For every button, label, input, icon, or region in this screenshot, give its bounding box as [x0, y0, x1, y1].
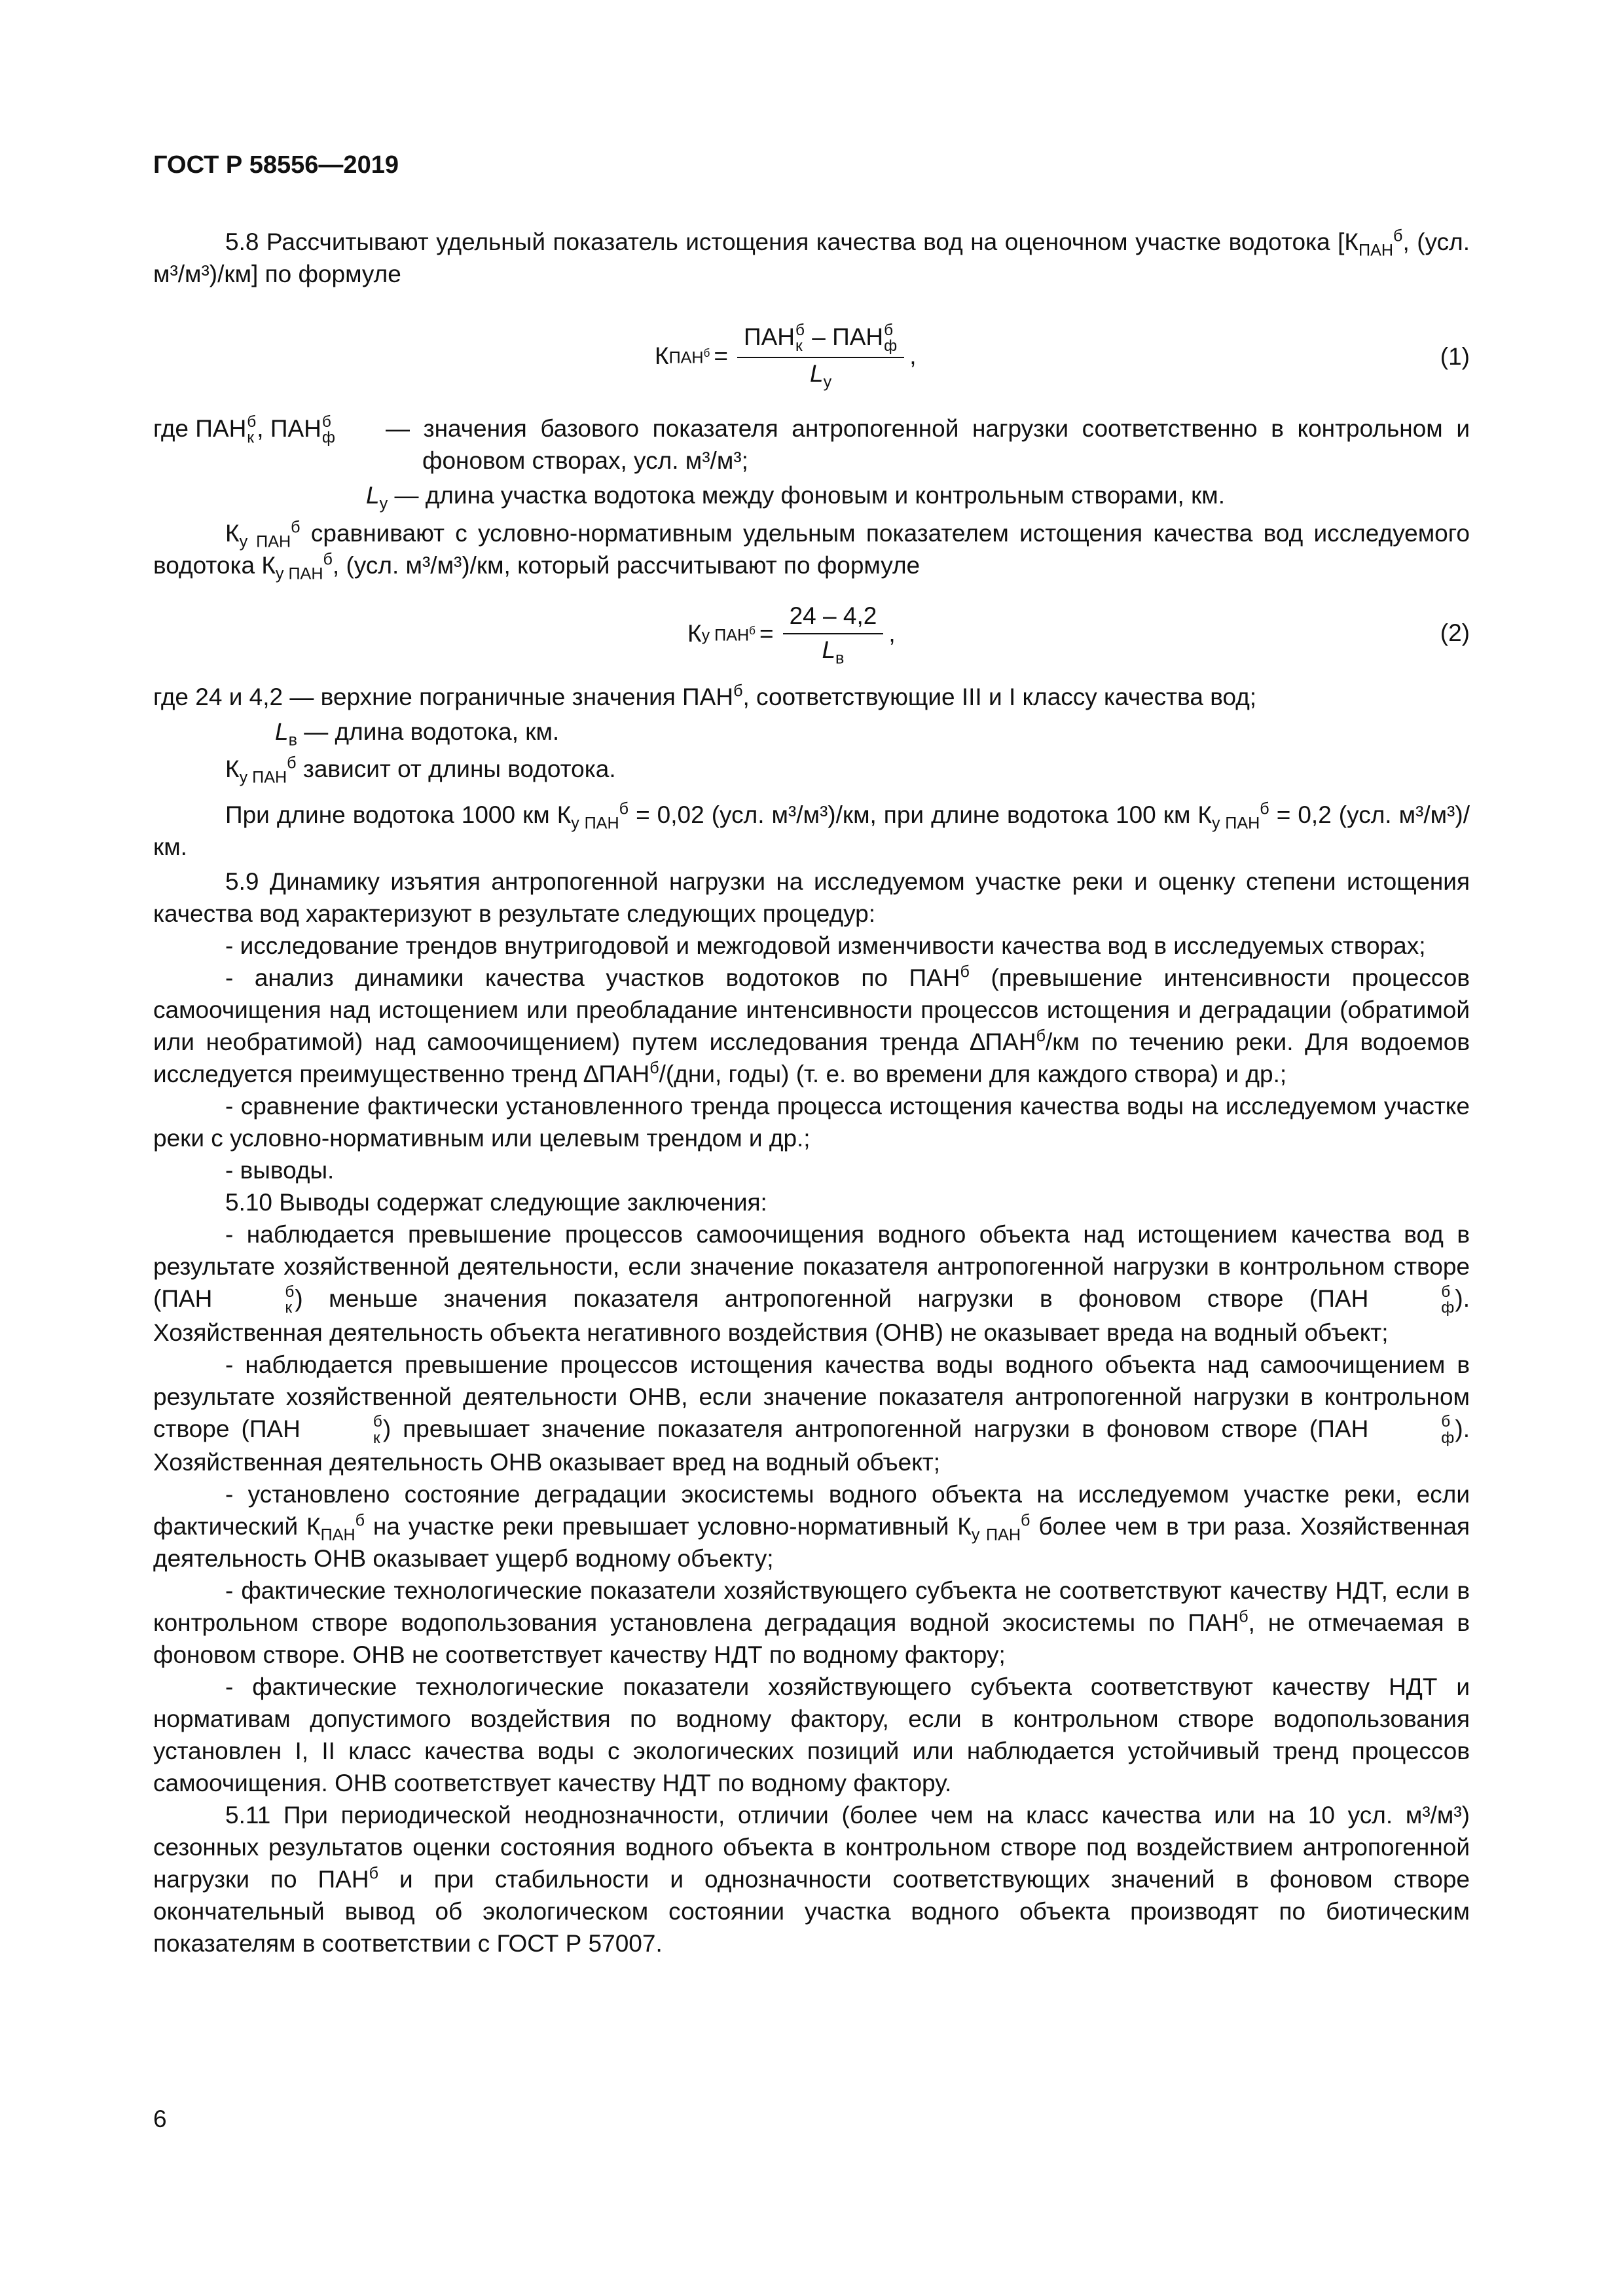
bullet-5-10-5: - фактические технологические показатели хозяйствующего субъекта соответствуют качеству НДТ и нормативам допустимого воздействия по водному фактору, если в контрольном створе водопользования установлен I, II класс качества воды с экологических позиций или наблюдается устойчивый тренд процессов самоочищения. ОНВ соответствует качеству НДТ по водному фактору. — [153, 1673, 1470, 1797]
bullet-5-10-4: - фактические технологические показатели хозяйствующего субъекта не соответствуют качеству НДТ, если в контрольном створе водопользования установлена деградация водной экосистемы по $ПАН^б$, не отмечаемая в фоновом створе. ОНВ не соответствует качеству НДТ по водному фактору; — [153, 1577, 1470, 1669]
paragraph-length: При длине водотока 1000 км $К_{у ПАН}^б = 0,02$ (усл. м³/м³)/км, при длине водотока 100 км $К_{у ПАН}^б = 0,2$ (усл. м³/м³)/км. — [153, 799, 1470, 860]
equation-number-2: (2) — [1440, 619, 1470, 646]
page-number: 6 — [153, 2105, 167, 2132]
bullet-5-9-3: - сравнение фактически установленного тренда процесса истощения качества воды на исследуемом участке реки с условно-нормативным или целевым трендом и др.; — [153, 1093, 1470, 1152]
paragraph-5-9: 5.9 Динамику изъятия антропогенной нагрузки на исследуемом участке реки и оценку степени истощения качества вод характеризуют в результате следующих процедур: — [153, 868, 1470, 927]
formula-2: К у $ПАН^б$ = $\frac{24 - 4,2}{L_в}$ , — [687, 602, 896, 668]
equation-number-1: (1) — [1440, 343, 1470, 370]
bullet-5-10-2: - наблюдается превышение процессов истощения качества воды водного объекта над самоочищением в результате хозяйственной деятельности ОНВ, если значение показателя антропогенной нагрузки в контрольном створе (ПАН б к ) превышает значение показателя антропогенной нагрузки в фоновом створе (ПАН б ф ). Хозяйственная деятельность ОНВ оказывает вред на водный объект; — [153, 1351, 1470, 1476]
page-header: ГОСТ Р 58556—2019 — [153, 151, 399, 179]
formula-2-fraction: $\frac{24 - 4,2}{L_в}$ — [783, 602, 884, 665]
paragraph-depends: $К_{у ПАН}^б$ зависит от длины водотока. — [225, 754, 616, 787]
bullet-5-10-3: - установлено состояние деградации экосистемы водного объекта на исследуемом участке реки, если фактический $К_{ПАН}^б$ на участке реки превышает условно-нормативный $К_{у ПАН}^б$ более чем в три раза. Хозяйственная деятельность ОНВ оказывает ущерб водному объекту; — [153, 1481, 1470, 1573]
paragraph-5-10: 5.10 Выводы содержат следующие заключения: — [225, 1189, 767, 1216]
bullet-5-9-4: - выводы. — [225, 1157, 335, 1184]
paragraph-5-11: 5.11 При периодической неоднозначности, отличии (более чем на класс качества или на 10 усл. м³/м³) сезонных результатов оценки состояния водного объекта в контрольном створе под воздействием антропогенной нагрузки по $ПАН^б$ и при стабильности и однозначности соответствующих значений в фоновом створе окончательный вывод об экологическом состоянии участка водного объекта производят по биотическим показателям в соответствии с ГОСТ Р 57007. — [153, 1802, 1470, 1958]
paragraph-5-8: 5.8 Рассчитывают удельный показатель истощения качества вод на оценочном участке водотока [$К_{ПАН}^б$, (усл. м³/м³)/км] по формуле — [153, 227, 1470, 287]
bullet-5-10-1: - наблюдается превышение процессов самоочищения водного объекта над истощением качества вод в результате хозяйственной деятельности, если значение показателя антропогенной нагрузки в контрольном створе (ПАН б к ) меньше значения показателя антропогенной нагрузки в фоновом створе (ПАН б ф ). Хозяйственная деятельность объекта негативного воздействия (ОНВ) не оказывает вреда на водный объект; — [153, 1221, 1470, 1346]
where-block-2: где 24 и 4,2 — верхние пограничные значения $ПАН^б$, соответствующие III и I классу качества вод; — [153, 682, 1257, 710]
main-text-flow — [153, 866, 1470, 1959]
where-block-3: $L_в$ — длина водотока, км. — [275, 718, 560, 750]
formula-1: К $ПАН^б$ = ПАН б к – ПАН б ф $L_у$ , — [655, 321, 917, 392]
formula-1-fraction: ПАН б к – ПАН б ф $L_у$ — [737, 323, 904, 389]
bullet-5-9-1: - исследование трендов внутригодовой и межгодовой изменчивости качества вод в исследуемых створах; — [225, 932, 1426, 959]
paragraph-compare: $К_{у ПАН}^б$ сравнивают с условно-нормативным удельным показателем истощения качества вод исследуемого водотока $К_{у ПАН}^б$, (усл. м³/м³)/км, который рассчитывают по формуле — [153, 518, 1470, 583]
bullet-5-9-2: - анализ динамики качества участков водотоков по $ПАН^б$ (превышение интенсивности процессов самоочищения над истощением или преобладание интенсивности процессов истощения и деградации (обратимой или необратимой) над самоочищением) путем исследования тренда $\Delta ПАН^б/км$ по течению реки. Для водоемов исследуется преимущественно тренд $\Delta ПАН^б/(дни$, годы) (т. е. во времени для каждого створа) и др.; — [153, 962, 1470, 1087]
